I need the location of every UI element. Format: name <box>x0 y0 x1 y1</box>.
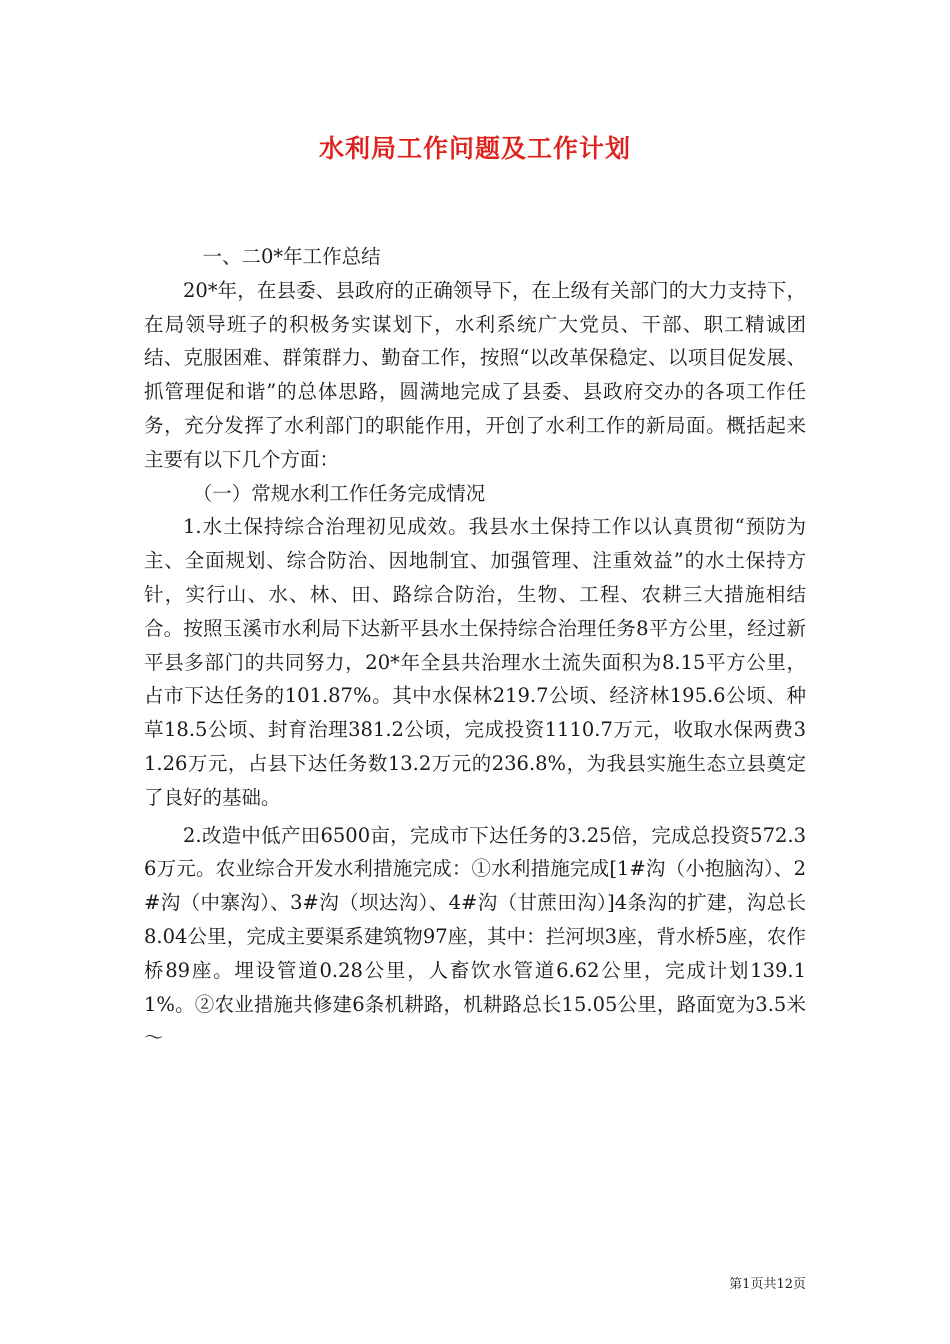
paragraph-farmland-improvement: 2.改造中低产田6500亩，完成市下达任务的3.25倍，完成总投资572.36万元。农业综合开发水利措施完成：①水利措施完成[1#沟（小抱脑沟）、2#沟（中寨沟）、3#沟（坝达沟）、4#沟（甘蔗田沟）]4条沟的扩建，沟总长8.04公里，完成主要渠系建筑物97座，其中：拦河坝3座，背水桥5座，农作桥89座。埋设管道0.28公里，人畜饮水管道6.62公里，完成计划139.11%。②农业措施共修建6条机耕路，机耕路总长15.05公里，路面宽为3.5米～ <box>144 823 806 1050</box>
subsection-heading: （一）常规水利工作任务完成情况 <box>192 481 486 505</box>
document-body <box>144 240 806 1055</box>
page-number: 第1页共12页 <box>729 1277 806 1292</box>
document-title: 水利局工作问题及工作计划 <box>318 134 631 163</box>
section-heading: 一、二0*年工作总结 <box>202 245 381 268</box>
paragraph-soil-conservation: 1.水土保持综合治理初见成效。我县水土保持工作以认真贯彻“预防为主、全面规划、综合防治、因地制宜、加强管理、注重效益”的水土保持方针，实行山、水、林、田、路综合防治，生物、工程、农耕三大措施相结合。按照玉溪市水利局下达新平县水土保持综合治理任务8平方公里，经过新平县多部门的共同努力，20*年全县共治理水土流失面积为8.15平方公里，占市下达任务的101.87%。其中水保林219.7公顷、经济林195.6公顷、种草18.5公顷、封育治理381.2公顷，完成投资1110.7万元，收取水保两费31.26万元，占县下达任务数13.2万元的236.8%，为我县实施生态立县奠定了良好的基础。 <box>144 515 806 809</box>
intro-paragraph: 20*年，在县委、县政府的正确领导下，在上级有关部门的大力支持下，在局领导班子的积极务实谋划下，水利系统广大党员、干部、职工精诚团结、克服困难、群策群力、勤奋工作，按照“以改革保稳定、以项目促发展、抓管理促和谐”的总体思路，圆满地完成了县委、县政府交办的各项工作任务，充分发挥了水利部门的职能作用，开创了水利工作的新局面。概括起来主要有以下几个方面： <box>144 278 806 471</box>
